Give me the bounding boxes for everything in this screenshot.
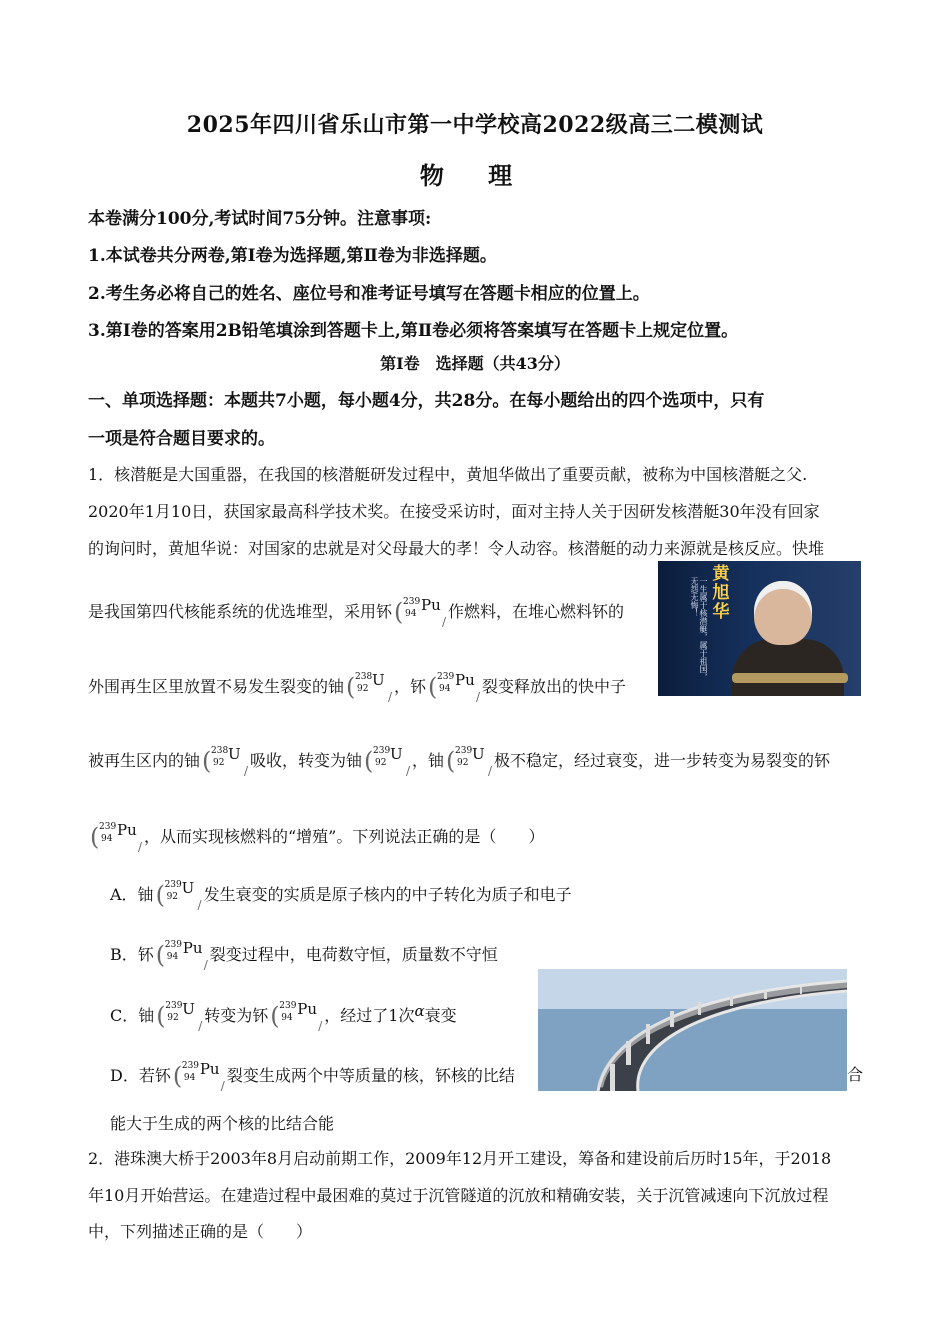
q1-option-d-cont: 能大于生成的两个核的比结合能 bbox=[110, 1114, 335, 1133]
nuclide-u239: ( 239 92 U / bbox=[364, 745, 411, 778]
bridge-photo bbox=[538, 969, 847, 1091]
subject-title: 物 理 bbox=[419, 161, 531, 190]
part-title: 第Ⅰ卷 选择题（共43分） bbox=[380, 354, 570, 373]
q1-option-a[interactable]: A．铀 ( 239 92 U / 发生衰变的实质是原子核内的中子转化为质子和电子 bbox=[110, 879, 572, 912]
nuclide-pu239: ( 239 94 Pu / bbox=[270, 1000, 323, 1033]
nuclide-pu239: ( 239 94 Pu / bbox=[394, 596, 447, 629]
q1-line-1: 1．核潜艇是大国重器，在我国的核潜艇研发过程中，黄旭华做出了重要贡献，被称为中国核潜艇之父. bbox=[88, 465, 808, 484]
section-heading-cont: 一项是符合题目要求的。 bbox=[88, 429, 275, 449]
nuclide-pu239: ( 239 94 Pu / bbox=[172, 1060, 225, 1093]
nuclide-pu239: ( 239 94 Pu / bbox=[90, 821, 142, 854]
q1-option-d[interactable]: D．若钚 ( 239 94 Pu / 裂变生成两个中等质量的核，钚核的比结 bbox=[110, 1060, 515, 1093]
nuclide-pu239: ( 239 94 Pu / bbox=[155, 939, 208, 972]
nuclide-u239: ( 239 92 U / bbox=[155, 879, 202, 912]
photo-quote: 一生属于核潜艇，属于祖国，无怨无悔！ bbox=[690, 577, 708, 681]
q1-line-4: 是我国第四代核能系统的优选堆型，采用钚 ( 239 94 Pu / 作燃料，在堆心燃料钚的 bbox=[88, 596, 625, 629]
instruction-1: 1.本试卷共分两卷,第Ⅰ卷为选择题,第Ⅱ卷为非选择题。 bbox=[88, 246, 497, 266]
submarine-model-shape bbox=[732, 673, 848, 683]
person-body-shape bbox=[732, 639, 844, 696]
alpha-symbol: α bbox=[414, 1002, 425, 1020]
photo-name: 黄旭华 bbox=[712, 564, 730, 622]
instruction-3: 3.第Ⅰ卷的答案用2B铅笔填涂到答题卡上,第Ⅱ卷必须将答案填写在答题卡上规定位置。 bbox=[88, 321, 739, 341]
exam-title: 2025年四川省乐山市第一中学校高2022级高三二模测试 bbox=[186, 112, 764, 138]
nuclide-pu239: ( 239 94 Pu / bbox=[428, 671, 481, 704]
nuclide-u239: ( 239 92 U / bbox=[446, 745, 493, 778]
bridge-illustration bbox=[538, 969, 847, 1091]
q1-option-b[interactable]: B．钚 ( 239 94 Pu / 裂变过程中，电荷数守恒，质量数不守恒 bbox=[110, 939, 498, 972]
q1-line-2: 2020年1月10日，获国家最高科学技术奖。在接受采访时，面对主持人关于因研发核潜艇30年没有回家 bbox=[88, 502, 820, 521]
q1-line-5: 外围再生区里放置不易发生裂变的铀 ( 238 92 U / ，钚 ( 239 94 Pu / 裂变释放出的快中子 bbox=[88, 671, 627, 704]
q1-option-d-tail: 合 bbox=[847, 1065, 864, 1084]
instruction-intro: 本卷满分100分,考试时间75分钟。注意事项: bbox=[88, 209, 432, 229]
nuclide-u238: ( 238 92 U / bbox=[346, 671, 393, 704]
huang-xuhua-photo bbox=[658, 561, 861, 696]
q1-line-6: 被再生区内的铀 ( 238 92 U / 吸收，转变为铀 ( 239 92 U / ，铀 ( 239 92 U / 极不稳定，经过衰变，进一步转变为易裂变的钚 bbox=[88, 745, 831, 778]
q1-line-7: ( 239 94 Pu / ，从而实现核燃料的“增殖”。下列说法正确的是（ ） bbox=[90, 821, 545, 854]
nuclide-u238: ( 238 92 U / bbox=[202, 745, 249, 778]
person-head-shape bbox=[754, 581, 812, 645]
instruction-2: 2.考生务必将自己的姓名、座位号和准考证号填写在答题卡相应的位置上。 bbox=[88, 284, 650, 304]
q1-option-c[interactable]: C．铀 ( 239 92 U / 转变为钚 ( 239 94 Pu / ，经过了1次α衰变 bbox=[110, 1000, 457, 1033]
q1-line-3: 的询问时，黄旭华说：对国家的忠就是对父母最大的孝！令人动容。核潜艇的动力来源就是核反应。快堆 bbox=[88, 539, 825, 558]
nuclide-u239: ( 239 92 U / bbox=[156, 1000, 203, 1033]
q2-line-2: 年10月开始营运。在建造过程中最困难的莫过于沉管隧道的沉放和精确安装，关于沉管减速向下沉放过程 bbox=[88, 1186, 829, 1205]
q2-line-3: 中，下列描述正确的是（ ） bbox=[88, 1222, 313, 1241]
q2-line-1: 2．港珠澳大桥于2003年8月启动前期工作，2009年12月开工建设，筹备和建设前后历时15年，于2018 bbox=[88, 1149, 832, 1168]
section-heading: 一、单项选择题：本题共7小题，每小题4分，共28分。在每小题给出的四个选项中，只有 bbox=[88, 391, 765, 411]
